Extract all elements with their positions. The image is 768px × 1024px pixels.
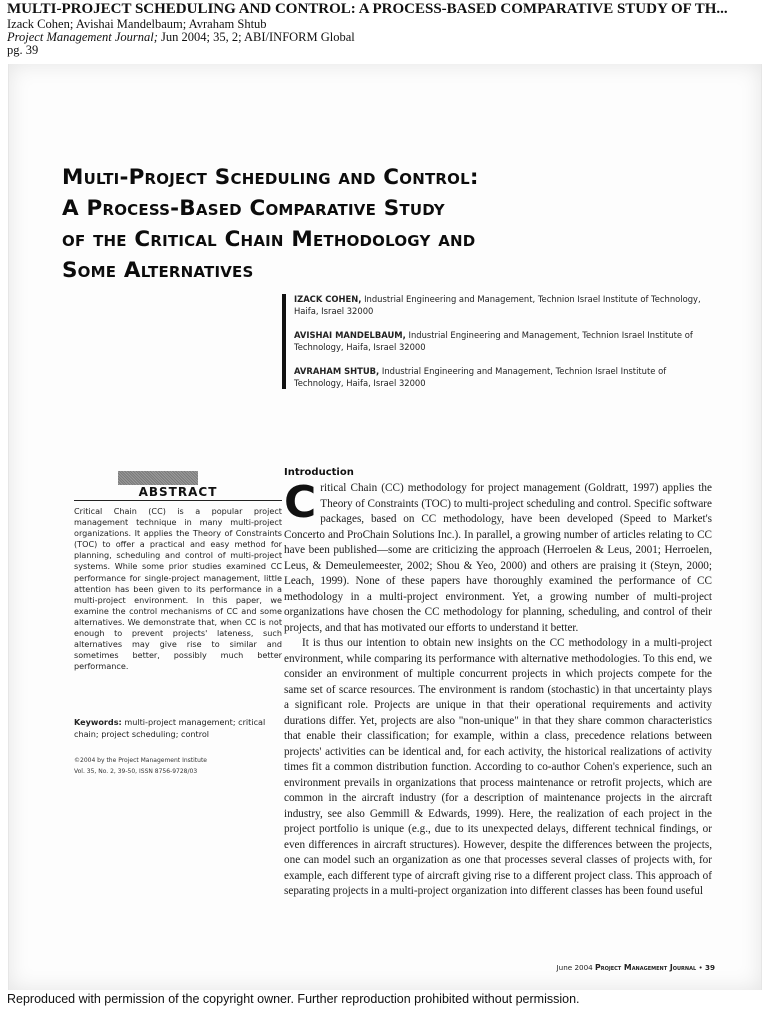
author-entry: [294, 294, 714, 317]
citation-authors: Izack Cohen; Avishai Mandelbaum; Avraham Shtub: [7, 17, 267, 31]
author-affiliation: Industrial Engineering and Management, Technion Israel Institute of Technology, Haifa, Israel 32000: [294, 294, 701, 316]
abstract-decoration-bar: [118, 471, 198, 485]
copyright-note: [74, 755, 282, 777]
paragraph: It is thus our intention to obtain new insights on the CC methodology in a multi-project environment, while comparing its performance with alternative methodologies. To this end, we consider an environment of multiple concurrent projects in which projects compete for the same set of scarce resources. The environment is random (stochastic) in that uncertainty plays a significant role. Projects are unique in that their operational requirements and activity durations differ. Yet, projects are also "non-unique" in that they share common characteristics that enable their classification; for example, within a class, precedence relations between projects' activities can be identical and, for each activity, the historical realizations of activity times fit a common distribution function. According to co-author Cohen's experience, such an environment prevails in organizations that process maintenance or retrofit projects, which are common in the aircraft industry (for a description of maintenance projects in the aircraft industry, see also Gemmill & Edwards, 1999). Here, the realization of each project in the project portfolio is unique (e.g., due to its unexpected delays, different technical findings, or even differences in aircraft structures). However, despite the differences between the projects, one can model such an organization as one that processes several classes of projects with, for example, each different type of aircraft giving rise to a different project class. This approach of separating projects in a multi-project organization into different classes has been found useful: [284, 637, 712, 897]
keywords-list: multi-project management; critical chain; project scheduling; control: [74, 717, 266, 739]
citation-journal: Project Management Journal;: [7, 30, 158, 44]
abstract-text: Critical Chain (CC) is a popular project management technique in many multi-project organizations. It applies the Theory of Constraints (TOC) to offer a practical and easy method for planning, scheduling and control of multi-project systems. While some prior studies examined CC performance for single-project management, little attention has been given to its performance in a multi-project environment. In this paper, we examine the control mechanisms of CC and some alternatives. We demonstrate that, when CC is not enough to prevent projects' lateness, such alternatives may give rise to similar and sometimes better, possibly much better performance.: [74, 506, 282, 672]
author-entry: [294, 366, 714, 389]
keywords: [74, 717, 282, 740]
citation-page: pg. 39: [7, 43, 39, 57]
paragraph-text: ritical Chain (CC) methodology for project management (Goldratt, 1997) applies the Theory of Constraints (TOC) to multi-project scheduling and control. Specific software packages, based on CC methodology, have been developed (Speed to Market's Concerto and ProChain Solutions Inc.). In parallel, a growing number of articles relating to CC have been published—some are criticizing the approach (Herroelen & Leus, 2001; Herroelen, Leus, & Demeulemeester, 2002; Shou & Yeo, 2000) and others are praising it (Steyn, 2000; Leach, 1999). None of these papers have thoroughly examined the performance of CC methodology in a multi-project environment. Yet, a growing number of multi-project organizations have chosen the CC methodology for planning, scheduling, and control of their projects, and that has motivated our efforts to understand it better.: [284, 482, 712, 634]
issn-line: Vol. 35, No. 2, 39-50, ISSN 8756-9728/03: [74, 768, 198, 775]
article-title: [62, 162, 702, 286]
author-list: [282, 294, 714, 389]
reproduction-notice: Reproduced with permission of the copyright owner. Further reproduction prohibited without permission.: [7, 992, 580, 1006]
footer-separator: •: [698, 963, 703, 972]
section-heading-introduction: Introduction: [284, 467, 354, 478]
page-number: 39: [704, 963, 715, 972]
citation-issue: Jun 2004; 35, 2; ABI/INFORM Global: [157, 30, 355, 44]
keywords-label: Keywords:: [74, 717, 122, 727]
body-text: [284, 477, 712, 900]
author-name: IZACK COHEN,: [294, 294, 362, 304]
title-line: A Process-Based Comparative Study: [62, 196, 445, 221]
author-entry: [294, 330, 714, 353]
title-line: of the Critical Chain Methodology and: [62, 227, 476, 252]
author-name: AVISHAI MANDELBAUM,: [294, 330, 406, 340]
footer-journal: Project Management Journal: [595, 963, 697, 972]
abstract-heading: ABSTRACT: [74, 485, 282, 501]
page-footer: [525, 963, 715, 972]
citation-source: [7, 31, 763, 44]
author-affiliation: Industrial Engineering and Management, Technion Israel Institute of Technology, Haifa, Israel 32000: [294, 366, 667, 388]
author-affiliation: Industrial Engineering and Management, Technion Israel Institute of Technology, Haifa, Israel 32000: [294, 330, 693, 352]
paragraph: [284, 477, 712, 636]
author-name: AVRAHAM SHTUB,: [294, 366, 380, 376]
citation-title: MULTI-PROJECT SCHEDULING AND CONTROL: A PROCESS-BASED COMPARATIVE STUDY OF TH...: [7, 1, 728, 17]
title-line: Some Alternatives: [62, 258, 254, 283]
footer-date: June 2004: [556, 963, 593, 972]
title-line: Multi-Project Scheduling and Control:: [62, 165, 479, 190]
citation-header: [7, 1, 763, 57]
copyright-line: ©2004 by the Project Management Institute: [74, 757, 207, 764]
drop-cap: C: [284, 477, 317, 528]
